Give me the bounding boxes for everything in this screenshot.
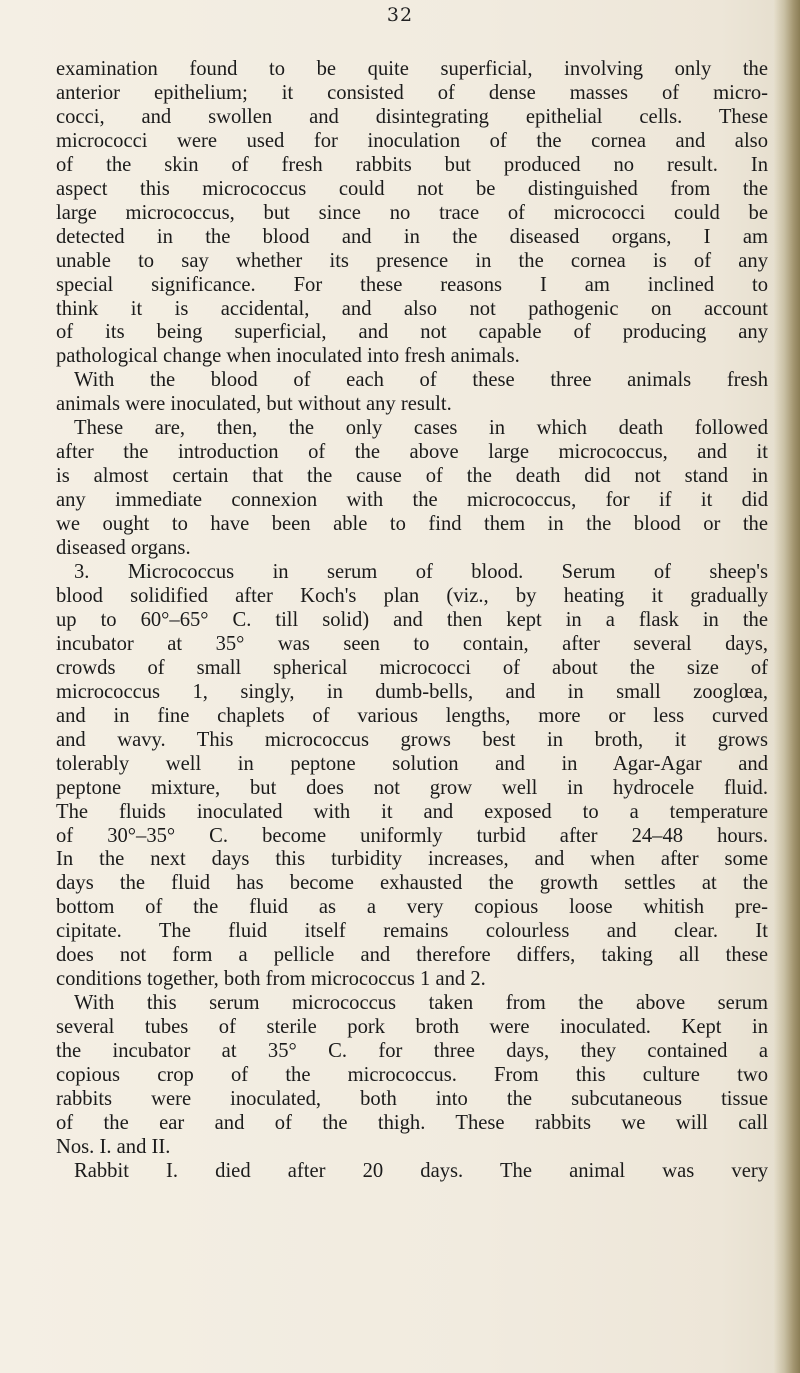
text-line: think it is accidental, and also not pathogenic on account (56, 297, 768, 320)
text-line: blood solidified after Koch's plan (viz., by heating it gradually (56, 584, 768, 607)
text-line: any immediate connexion with the micrococcus, for if it did (56, 489, 768, 512)
text-line: With this serum micrococcus taken from the above serum (74, 992, 768, 1015)
text-line: conditions together, both from micrococcus 1 and 2. (56, 968, 486, 991)
text-line: of the ear and of the thigh. These rabbits we will call (56, 1111, 768, 1134)
text-line: we ought to have been able to find them in the blood or the (56, 513, 768, 536)
text-line: anterior epithelium; it consisted of dense masses of micro- (56, 81, 768, 104)
text-line: up to 60°–65° C. till solid) and then kept in a flask in the (56, 608, 768, 631)
text-line: of 30°–35° C. become uniformly turbid after 24–48 hours. (56, 824, 768, 847)
text-line: copious crop of the micrococcus. From this culture two (56, 1064, 768, 1087)
text-line: animals were inoculated, but without any result. (56, 393, 452, 416)
text-line: of the skin of fresh rabbits but produced no result. In (56, 153, 768, 176)
text-line: diseased organs. (56, 537, 191, 560)
text-line: days the fluid has become exhausted the growth settles at the (56, 872, 768, 895)
text-line: after the introduction of the above large micrococcus, and it (56, 441, 768, 464)
text-line: is almost certain that the cause of the death did not stand in (56, 465, 768, 488)
text-line: several tubes of sterile pork broth were inoculated. Kept in (56, 1016, 768, 1039)
text-line: aspect this micrococcus could not be distinguished from the (56, 177, 768, 200)
text-line: examination found to be quite superficial, involving only the (56, 58, 768, 80)
text-line: micrococcus 1, singly, in dumb-bells, and in small zooglœa, (56, 680, 768, 703)
body-text (56, 58, 768, 1184)
text-line: does not form a pellicle and therefore differs, taking all these (56, 944, 768, 967)
text-line: The fluids inoculated with it and exposed to a temperature (56, 800, 768, 823)
text-line: bottom of the fluid as a very copious loose whitish pre- (56, 896, 768, 919)
text-line: These are, then, the only cases in which death followed (74, 417, 768, 440)
text-line: In the next days this turbidity increases, and when after some (56, 848, 768, 871)
text-line: large micrococcus, but since no trace of micrococci could be (56, 201, 768, 224)
text-line: incubator at 35° was seen to contain, after several days, (56, 632, 768, 655)
text-line: cipitate. The fluid itself remains colourless and clear. It (56, 920, 768, 943)
text-line: rabbits were inoculated, both into the subcutaneous tissue (56, 1087, 768, 1110)
text-line: Nos. I. and II. (56, 1135, 171, 1158)
text-line: With the blood of each of these three animals fresh (74, 369, 768, 392)
page-edge-shadow (774, 0, 800, 1373)
text-line: peptone mixture, but does not grow well in hydrocele fluid. (56, 776, 768, 799)
text-line: special significance. For these reasons I am inclined to (56, 273, 768, 296)
text-line: Rabbit I. died after 20 days. The animal was very (74, 1159, 768, 1182)
text-line: tolerably well in peptone solution and in Agar-Agar and (56, 752, 768, 775)
text-line: the incubator at 35° C. for three days, they contained a (56, 1040, 768, 1063)
text-line: and in fine chaplets of various lengths, more or less curved (56, 704, 768, 727)
text-line: unable to say whether its presence in the cornea is of any (56, 249, 768, 272)
text-line: 3. Micrococcus in serum of blood. Serum of sheep's (74, 561, 768, 584)
text-line: pathological change when inoculated into fresh animals. (56, 345, 520, 368)
text-line: of its being superficial, and not capable of producing any (56, 321, 768, 344)
text-line: cocci, and swollen and disintegrating epithelial cells. These (56, 105, 768, 128)
text-line: detected in the blood and in the diseased organs, I am (56, 225, 768, 248)
text-line: crowds of small spherical micrococci of about the size of (56, 656, 768, 679)
page-number: 32 (386, 4, 414, 26)
text-line: micrococci were used for inoculation of the cornea and also (56, 129, 768, 152)
text-line: and wavy. This micrococcus grows best in broth, it grows (56, 728, 768, 751)
